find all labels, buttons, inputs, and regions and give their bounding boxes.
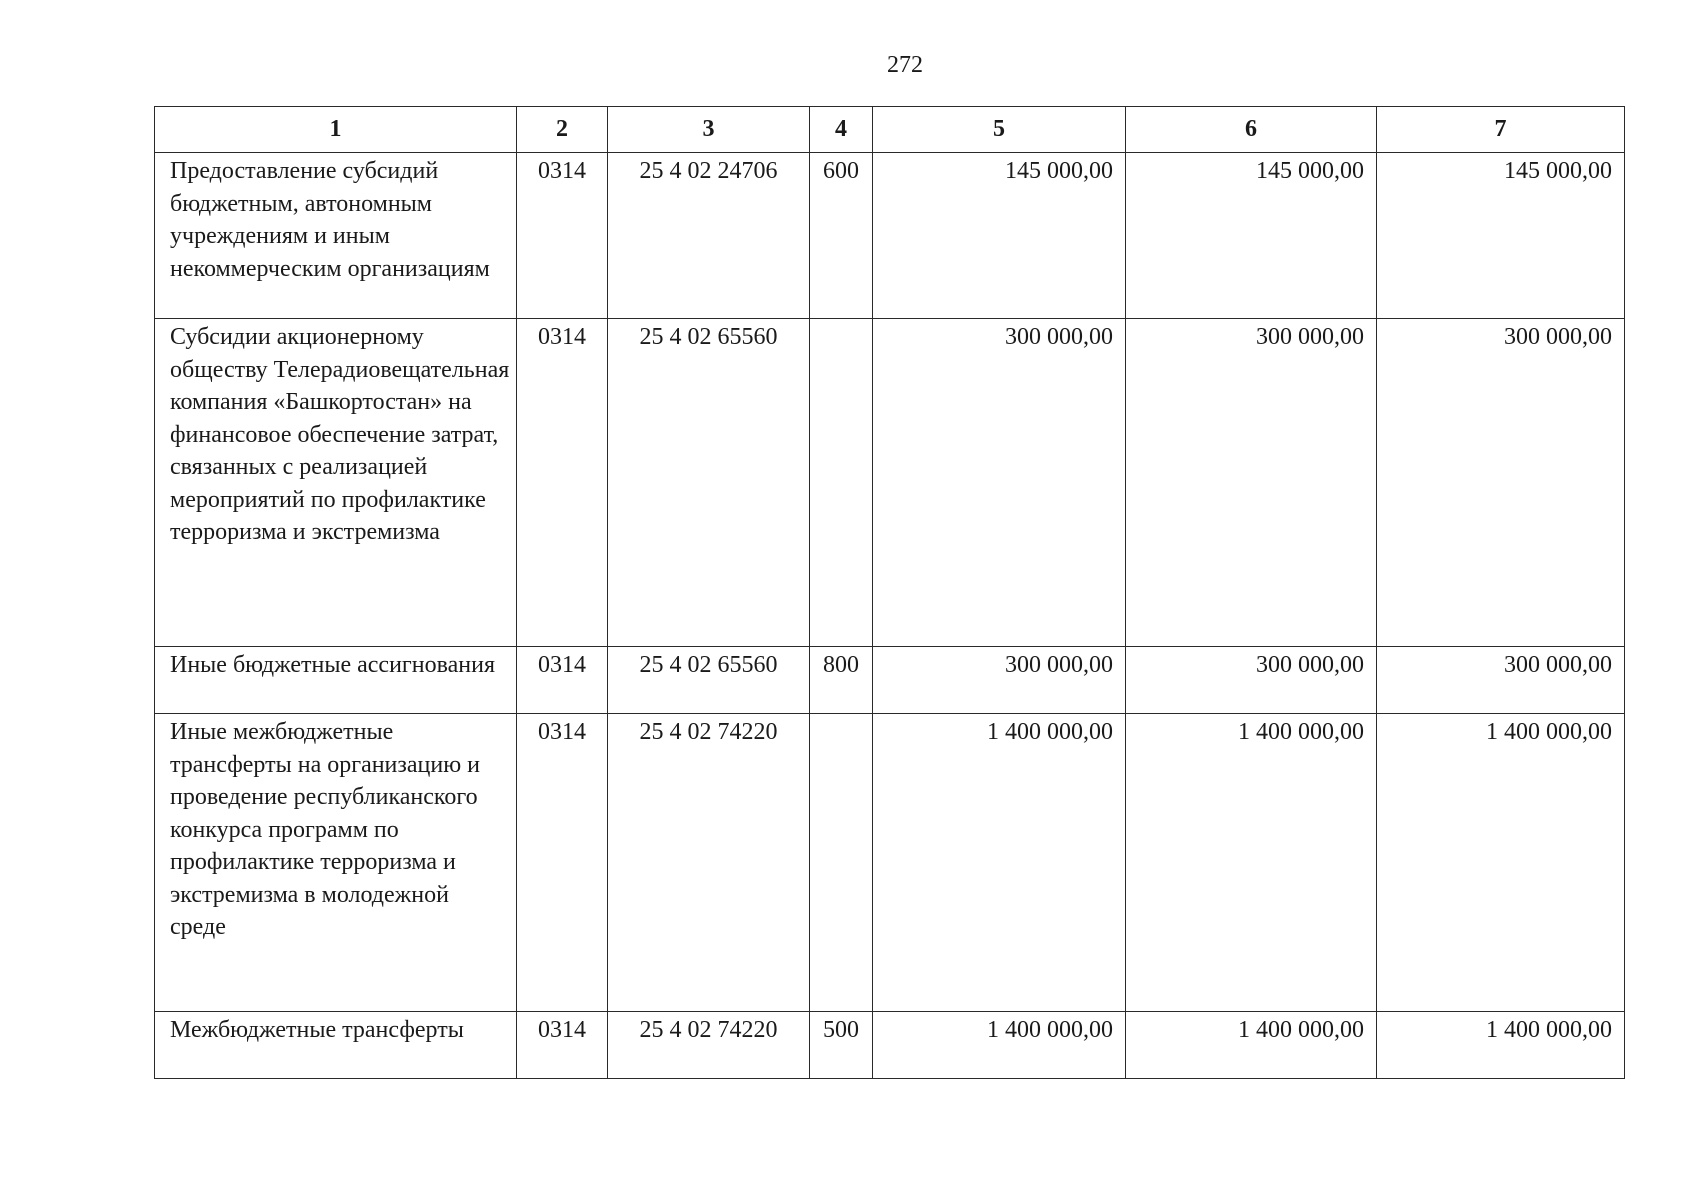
budget-table: [154, 106, 1625, 1079]
row-target-code: 25 4 02 74220: [608, 714, 810, 1012]
row-sum-col-6: 300 000,00: [1126, 647, 1377, 714]
header-col-2: 2: [517, 107, 608, 153]
row-sum-col-5: 145 000,00: [873, 153, 1126, 319]
row-name: Иные межбюджетные трансферты на организацию и проведение республиканского конкурса программ по профилактике терроризма и экстремизма в молодежной среде: [155, 714, 517, 1012]
row-expense-type: [810, 319, 873, 647]
row-sum-col-5: 1 400 000,00: [873, 1012, 1126, 1079]
row-expense-type: 600: [810, 153, 873, 319]
row-sum-col-5: 300 000,00: [873, 319, 1126, 647]
row-section: 0314: [517, 714, 608, 1012]
header-row: [155, 107, 1625, 153]
row-sum-col-6: 1 400 000,00: [1126, 1012, 1377, 1079]
table-row: [155, 1012, 1625, 1079]
row-sum-col-6: 1 400 000,00: [1126, 714, 1377, 1012]
table-row: [155, 153, 1625, 319]
table-row: [155, 319, 1625, 647]
row-target-code: 25 4 02 24706: [608, 153, 810, 319]
row-expense-type: 500: [810, 1012, 873, 1079]
header-col-3: 3: [608, 107, 810, 153]
table-row: [155, 714, 1625, 1012]
row-sum-col-6: 145 000,00: [1126, 153, 1377, 319]
row-expense-type: 800: [810, 647, 873, 714]
row-name: Субсидии акционерному обществу Телерадиовещательная компания «Башкортостан» на финансовое обеспечение затрат, связанных с реализацией мероприятий по профилактике терроризма и экстремизма: [155, 319, 517, 647]
row-section: 0314: [517, 319, 608, 647]
row-sum-col-7: 300 000,00: [1377, 319, 1625, 647]
row-sum-col-7: 1 400 000,00: [1377, 1012, 1625, 1079]
row-sum-col-7: 145 000,00: [1377, 153, 1625, 319]
row-section: 0314: [517, 647, 608, 714]
header-col-5: 5: [873, 107, 1126, 153]
header-col-6: 6: [1126, 107, 1377, 153]
row-name: Предоставление субсидий бюджетным, автономным учреждениям и иным некоммерческим организациям: [155, 153, 517, 319]
page-number: 272: [887, 52, 923, 78]
row-target-code: 25 4 02 65560: [608, 647, 810, 714]
header-col-4: 4: [810, 107, 873, 153]
row-sum-col-5: 1 400 000,00: [873, 714, 1126, 1012]
row-name: Иные бюджетные ассигнования: [155, 647, 517, 714]
row-section: 0314: [517, 153, 608, 319]
row-sum-col-7: 1 400 000,00: [1377, 714, 1625, 1012]
row-sum-col-5: 300 000,00: [873, 647, 1126, 714]
row-sum-col-7: 300 000,00: [1377, 647, 1625, 714]
row-name: Межбюджетные трансферты: [155, 1012, 517, 1079]
row-section: 0314: [517, 1012, 608, 1079]
row-expense-type: [810, 714, 873, 1012]
row-target-code: 25 4 02 65560: [608, 319, 810, 647]
row-target-code: 25 4 02 74220: [608, 1012, 810, 1079]
header-col-1: 1: [155, 107, 517, 153]
table-row: [155, 647, 1625, 714]
row-sum-col-6: 300 000,00: [1126, 319, 1377, 647]
header-col-7: 7: [1377, 107, 1625, 153]
